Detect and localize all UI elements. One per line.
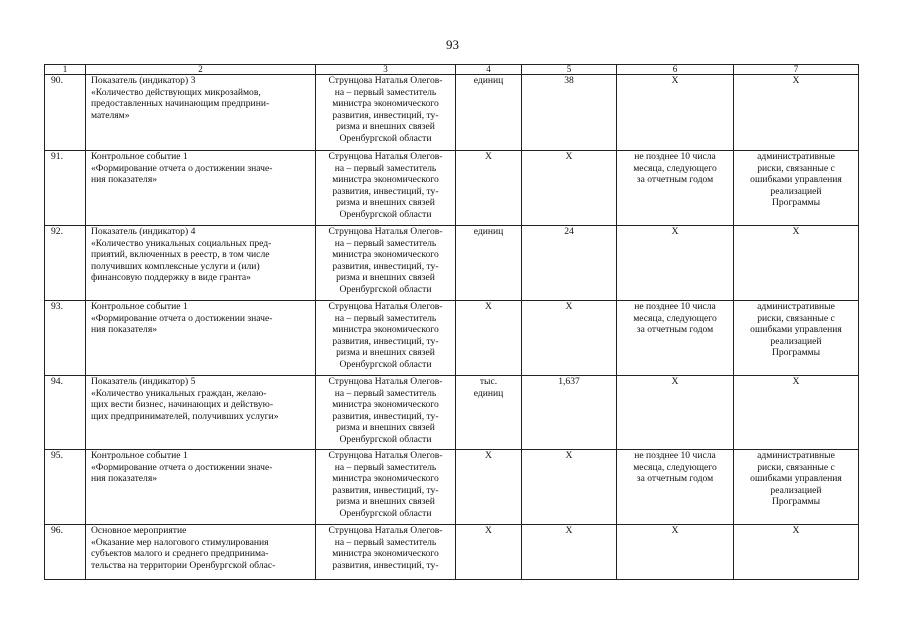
table-row: [45, 450, 859, 525]
table-row: [45, 525, 859, 580]
cell-text-line: X: [792, 226, 800, 237]
cell-text-line: X: [792, 525, 800, 536]
cell-text-line: X: [485, 525, 492, 536]
cell-text-line: X: [671, 226, 679, 237]
cell-text-line: административные: [757, 450, 835, 461]
cell-text-line: Оренбургской области: [339, 132, 432, 144]
unit-cell: [456, 151, 522, 226]
cell-text-line: Программы: [771, 197, 821, 209]
responsible-cell: [316, 525, 456, 580]
cell-text-line: реализацией: [770, 484, 822, 496]
cell-text-line: ния показателя»: [91, 174, 158, 186]
header-cell: 7: [734, 65, 859, 75]
risks-cell: [734, 301, 859, 376]
unit-cell: [456, 525, 522, 580]
cell-text-line: приятий, включенных в реестр, в том числе: [91, 249, 270, 261]
cell-text-line: министра экономического: [332, 473, 439, 485]
indicator-cell: [86, 301, 316, 376]
cell-text-line: министра экономического: [332, 324, 439, 336]
cell-text-line: на – первый заместитель: [334, 237, 437, 249]
cell-text-line: на – первый заместитель: [334, 387, 437, 399]
cell-text-line: министра экономического: [332, 548, 439, 560]
cell-text-line: финансовую поддержку в виде гранта»: [91, 272, 251, 284]
deadline-cell: [617, 525, 734, 580]
cell-text-line: риски, связанные с: [757, 461, 835, 473]
indicator-cell: [86, 525, 316, 580]
cell-text-line: министра экономического: [332, 174, 439, 186]
cell-text-line: тельства на территории Оренбургской облас-: [91, 559, 276, 571]
cell-text-line: не позднее 10 числа: [634, 301, 716, 312]
cell-text-line: министра экономического: [332, 399, 439, 411]
cell-text-line: единиц: [473, 387, 504, 399]
deadline-cell: [617, 376, 734, 450]
cell-text-line: «Формирование отчета о достижении значе-: [91, 162, 273, 174]
cell-text-line: не позднее 10 числа: [634, 450, 716, 461]
cell-text-line: административные: [757, 151, 835, 162]
cell-text-line: X: [671, 75, 679, 86]
unit-cell: [456, 75, 522, 151]
cell-text-line: X: [565, 525, 573, 536]
deadline-cell: [617, 450, 734, 525]
cell-text-line: министра экономического: [332, 249, 439, 261]
cell-text-line: развития, инвестиций, ту-: [332, 484, 439, 496]
cell-text-line: единиц: [473, 75, 504, 86]
cell-text-line: X: [565, 151, 573, 162]
cell-text-line: за отчетным годом: [636, 174, 714, 186]
cell-text-line: Контрольное событие 1: [91, 151, 188, 162]
cell-text-line: Струнцова Наталья Олегов-: [328, 301, 443, 312]
cell-text-line: получивших комплексные услуги и (или): [91, 260, 260, 272]
responsible-cell: [316, 376, 456, 450]
unit-cell: [456, 301, 522, 376]
indicator-cell: [86, 450, 316, 525]
row-number-cell: 94.: [45, 376, 86, 450]
cell-text-line: ошибками управления: [750, 473, 842, 485]
cell-text-line: X: [565, 301, 573, 312]
cell-text-line: ошибками управления: [750, 174, 842, 186]
cell-text-line: ния показателя»: [91, 324, 158, 336]
responsible-cell: [316, 75, 456, 151]
cell-text-line: Оренбургской области: [339, 283, 432, 295]
cell-text-line: развития, инвестиций, ту-: [332, 410, 439, 422]
risks-cell: [734, 376, 859, 450]
responsible-cell: [316, 226, 456, 301]
cell-text-line: Струнцова Наталья Олегов-: [328, 226, 443, 237]
cell-text-line: предоставленных начинающим предприни-: [91, 98, 270, 110]
cell-text-line: ризма и внешних связей: [336, 347, 435, 359]
cell-text-line: единиц: [473, 226, 504, 237]
risks-cell: [734, 151, 859, 226]
cell-text-line: X: [485, 151, 492, 162]
value-cell: [522, 525, 617, 580]
cell-text-line: Контрольное событие 1: [91, 450, 188, 461]
cell-text-line: на – первый заместитель: [334, 162, 437, 174]
cell-text-line: «Формирование отчета о достижении значе-: [91, 461, 273, 473]
cell-text-line: на – первый заместитель: [334, 312, 437, 324]
value-cell: [522, 376, 617, 450]
cell-text-line: щих предпринимателей, получивших услуги»: [91, 410, 279, 422]
cell-text-line: ризма и внешних связей: [336, 422, 435, 434]
cell-text-line: риски, связанные с: [757, 312, 835, 324]
value-cell: [522, 450, 617, 525]
header-cell: 6: [617, 65, 734, 75]
cell-text-line: «Формирование отчета о достижении значе-: [91, 312, 273, 324]
cell-text-line: Оренбургской области: [339, 208, 432, 220]
cell-text-line: «Оказание мер налогового стимулирования: [91, 536, 269, 548]
table-row: [45, 226, 859, 301]
unit-cell: [456, 376, 522, 450]
cell-text-line: «Количество действующих микрозаймов,: [91, 86, 261, 98]
row-number-cell: 91.: [45, 151, 86, 226]
cell-text-line: ризма и внешних связей: [336, 272, 435, 284]
responsible-cell: [316, 301, 456, 376]
risks-cell: [734, 75, 859, 151]
value-cell: [522, 301, 617, 376]
cell-text-line: Оренбургской области: [339, 358, 432, 370]
cell-text-line: Основное мероприятие: [91, 525, 187, 536]
indicator-cell: [86, 75, 316, 151]
unit-cell: [456, 450, 522, 525]
cell-text-line: тыс.: [479, 376, 498, 387]
cell-text-line: Струнцова Наталья Олегов-: [328, 151, 443, 162]
cell-text-line: «Количество уникальных социальных пред-: [91, 237, 272, 249]
row-number-cell: 90.: [45, 75, 86, 151]
header-row: [45, 65, 859, 75]
page-number: 93: [446, 37, 459, 52]
cell-text-line: 38: [564, 75, 574, 86]
cell-text-line: Показатель (индикатор) 3: [91, 75, 196, 86]
header-cell: 4: [456, 65, 522, 75]
cell-text-line: ризма и внешних связей: [336, 496, 435, 508]
cell-text-line: развития, инвестиций, ту-: [332, 335, 439, 347]
cell-text-line: X: [671, 525, 679, 536]
header-cell: 5: [522, 65, 617, 75]
cell-text-line: Программы: [771, 496, 821, 508]
row-number-cell: 95.: [45, 450, 86, 525]
cell-text-line: Показатель (индикатор) 4: [91, 226, 196, 237]
table-row: [45, 301, 859, 376]
cell-text-line: 24: [564, 226, 574, 237]
cell-text-line: X: [792, 376, 800, 387]
risks-cell: [734, 450, 859, 525]
cell-text-line: ризма и внешних связей: [336, 197, 435, 209]
header-cell: 3: [316, 65, 456, 75]
cell-text-line: Струнцова Наталья Олегов-: [328, 450, 443, 461]
value-cell: [522, 151, 617, 226]
indicator-cell: [86, 151, 316, 226]
cell-text-line: месяца, следующего: [633, 162, 717, 174]
cell-text-line: ошибками управления: [750, 324, 842, 336]
cell-text-line: Показатель (индикатор) 5: [91, 376, 196, 387]
cell-text-line: не позднее 10 числа: [634, 151, 716, 162]
deadline-cell: [617, 301, 734, 376]
cell-text-line: развития, инвестиций, ту-: [332, 109, 439, 121]
cell-text-line: Струнцова Наталья Олегов-: [328, 525, 443, 536]
cell-text-line: «Количество уникальных граждан, желаю-: [91, 387, 267, 399]
deadline-cell: [617, 226, 734, 301]
cell-text-line: реализацией: [770, 185, 822, 197]
cell-text-line: министра экономического: [332, 98, 439, 110]
cell-text-line: за отчетным годом: [636, 324, 714, 336]
header-cell: 2: [86, 65, 316, 75]
table-body: [45, 65, 859, 580]
cell-text-line: Оренбургской области: [339, 507, 432, 519]
cell-text-line: ния показателя»: [91, 473, 158, 485]
cell-text-line: на – первый заместитель: [334, 86, 437, 98]
cell-text-line: X: [671, 376, 679, 387]
row-number-cell: 93.: [45, 301, 86, 376]
cell-text-line: развития, инвестиций, ту-: [332, 185, 439, 197]
cell-text-line: мателям»: [91, 109, 130, 121]
cell-text-line: ризма и внешних связей: [336, 121, 435, 133]
risks-cell: [734, 226, 859, 301]
table-row: [45, 75, 859, 151]
cell-text-line: X: [485, 450, 492, 461]
cell-text-line: Оренбургской области: [339, 433, 432, 445]
row-number-cell: 92.: [45, 226, 86, 301]
indicator-cell: [86, 226, 316, 301]
deadline-cell: [617, 151, 734, 226]
cell-text-line: Контрольное событие 1: [91, 301, 188, 312]
cell-text-line: за отчетным годом: [636, 473, 714, 485]
cell-text-line: месяца, следующего: [633, 461, 717, 473]
cell-text-line: субъектов малого и среднего предпринима-: [91, 548, 269, 560]
cell-text-line: развития, инвестиций, ту-: [332, 260, 439, 272]
cell-text-line: 1,637: [558, 376, 580, 387]
cell-text-line: Программы: [771, 347, 821, 359]
cell-text-line: риски, связанные с: [757, 162, 835, 174]
cell-text-line: административные: [757, 301, 835, 312]
table-row: [45, 376, 859, 450]
cell-text-line: на – первый заместитель: [334, 461, 437, 473]
cell-text-line: X: [565, 450, 573, 461]
risks-cell: [734, 525, 859, 580]
indicators-table: [44, 64, 859, 580]
cell-text-line: щих вести бизнес, начинающих и действую-: [91, 399, 274, 411]
value-cell: [522, 75, 617, 151]
row-number-cell: 96.: [45, 525, 86, 580]
cell-text-line: Струнцова Наталья Олегов-: [328, 75, 443, 86]
cell-text-line: Струнцова Наталья Олегов-: [328, 376, 443, 387]
cell-text-line: реализацией: [770, 335, 822, 347]
responsible-cell: [316, 450, 456, 525]
deadline-cell: [617, 75, 734, 151]
responsible-cell: [316, 151, 456, 226]
cell-text-line: X: [485, 301, 492, 312]
table-row: [45, 151, 859, 226]
indicator-cell: [86, 376, 316, 450]
value-cell: [522, 226, 617, 301]
cell-text-line: на – первый заместитель: [334, 536, 437, 548]
unit-cell: [456, 226, 522, 301]
cell-text-line: развития, инвестиций, ту-: [332, 559, 439, 571]
header-cell: 1: [45, 65, 86, 75]
cell-text-line: месяца, следующего: [633, 312, 717, 324]
cell-text-line: X: [792, 75, 800, 86]
